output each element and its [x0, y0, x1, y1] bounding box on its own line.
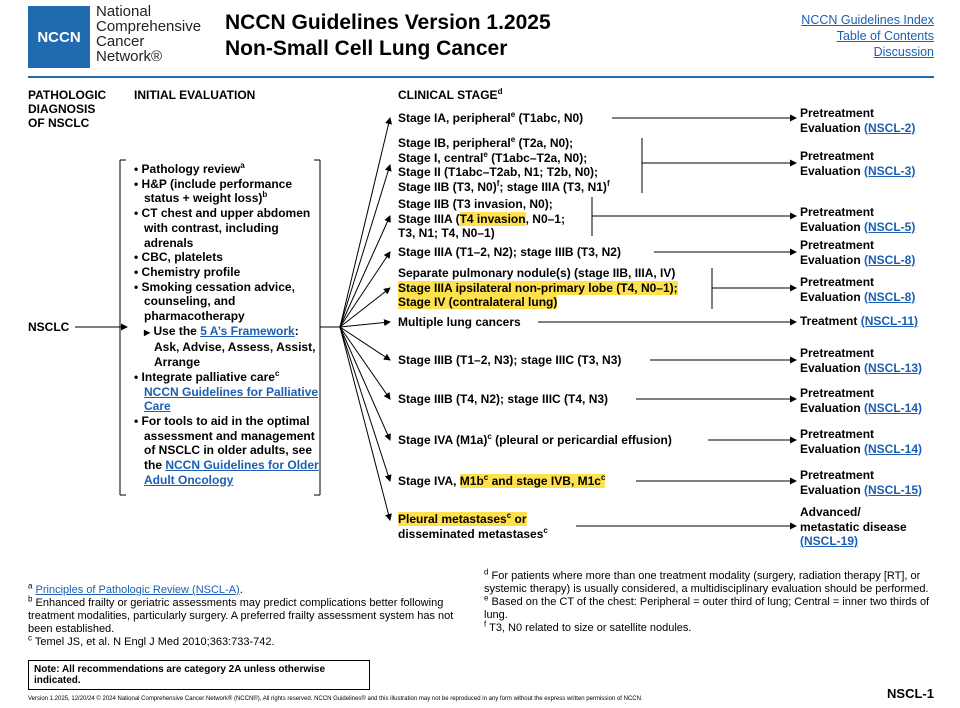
- nsclc-label: NSCLC: [28, 320, 70, 334]
- stage-iiib-n3: Stage IIIB (T1–2, N3); stage IIIC (T3, N3): [398, 353, 622, 367]
- list-item: • H&P (include performance status + weight loss)$^b$: [134, 176, 293, 206]
- outcome-9: Pretreatment Evaluation (NSCL-14): [800, 427, 923, 456]
- list-item: • CT chest and upper abdomen with contrast, including adrenals: [134, 206, 311, 250]
- org-name: National Comprehensive Cancer Network®: [96, 3, 202, 65]
- copyright: Version 1.2025, 12/20/24 © 2024 National Comprehensive Cancer Network® (NCCN®), All rights reserved. NCCN Guidelines® and this illustration may not be reproduced in any form without the express written permission of NCCN.: [28, 696, 643, 702]
- table-of-contents-link[interactable]: Table of Contents: [836, 29, 934, 43]
- stage-nodule-group: Separate pulmonary nodule(s) (stage IIB, IIIA, IV) Stage IIIA ipsilateral non-primary lobe (T4, N0–1); Stage IV (contralateral lung): [398, 266, 678, 310]
- nscl-3-link[interactable]: (NSCL-3): [864, 163, 916, 178]
- footnotes-right: $^d$ For patients where more than one treatment modality (surgery, radiation therapy [RT], or systemic therapy) is usually considered, a multidisciplinary evaluation should be performed. $^e$ Based on the CT of the chest: Peripheral = outer third of lung; Central = inner two thirds of lung. $^f$ T3, N0 related to size or satellite nodules.: [484, 567, 930, 634]
- nscl-14b-link[interactable]: (NSCL-14): [864, 441, 923, 456]
- outcome-4: Pretreatment Evaluation (NSCL-8): [800, 238, 916, 267]
- older-adult-oncology-link[interactable]: NCCN Guidelines for Older Adult Oncology: [144, 458, 319, 487]
- outcome-11: Advanced/ metastatic disease (NSCL-19): [800, 505, 907, 548]
- stage-iiia-t1-2: Stage IIIA (T1–2, N2); stage IIIB (T3, N2): [398, 245, 621, 259]
- list-subitem: ▶ Use the 5 A’s Framework: Ask, Advise, Assess, Assist, Arrange: [144, 323, 316, 370]
- nscl-8b-link[interactable]: (NSCL-8): [864, 289, 916, 304]
- list-item: • CBC, platelets: [134, 250, 223, 265]
- page-title: NCCN Guidelines Version 1.2025 Non-Small Cell Lung Cancer: [225, 11, 551, 60]
- palliative-care-link[interactable]: NCCN Guidelines for Palliative Care: [144, 384, 319, 414]
- list-item: • For tools to aid in the optimal assessment and management of NSCLC in older adults, see the NCCN Guidelines for Older Adult Oncology: [134, 413, 319, 487]
- stage-ib-group: Stage IB, peripheral$^e$ (T2a, N0); Stage I, central$^e$ (T1abc–T2a, N0); Stage II (T1abc–T2ab, N1; T2b, N0); Stage IIB (T3, N0)$^f$; stage IIIA (T3, N1)$^f$: [398, 135, 610, 195]
- nscl-19-link[interactable]: (NSCL-19): [800, 534, 859, 548]
- guidelines-index-link[interactable]: NCCN Guidelines Index: [801, 13, 934, 27]
- outcome-7: Pretreatment Evaluation (NSCL-13): [800, 346, 923, 375]
- list-item: • Pathology review$^a$: [134, 161, 245, 176]
- nscl-15-link[interactable]: (NSCL-15): [864, 482, 923, 497]
- nscl-11-link[interactable]: (NSCL-11): [860, 314, 919, 328]
- outcome-2: Pretreatment Evaluation (NSCL-3): [800, 149, 916, 178]
- nccn-logo: NCCN: [28, 6, 90, 68]
- stage-iib-iiia-group: Stage IIB (T3 invasion, N0); Stage IIIA (T4 invasion, N0–1; T3, N1; T4, N0–1): [398, 197, 565, 241]
- outcome-5: Pretreatment Evaluation (NSCL-8): [800, 275, 916, 304]
- stage-iiib-t4n2: Stage IIIB (T4, N2); stage IIIC (T4, N3): [398, 392, 609, 406]
- category-note: Note: All recommendations are category 2A unless otherwise indicated.: [28, 660, 370, 690]
- footnotes-left: $^a$ Principles of Pathologic Review (NSCL-A). $^b$ Enhanced frailty or geriatric assessments may predict complications better following treatment modalities, particularly surgery. A preferred frailty assessment system has not been established. $^c$ Temel JS, et al. N Engl J Med 2010;363:733-742.: [28, 581, 454, 648]
- outcome-3: Pretreatment Evaluation (NSCL-5): [800, 205, 916, 234]
- five-as-link[interactable]: 5 A’s Framework: [200, 323, 295, 338]
- col-initial-evaluation: INITIAL EVALUATION: [134, 88, 256, 102]
- outcome-1: Pretreatment Evaluation (NSCL-2): [800, 106, 916, 135]
- outcome-8: Pretreatment Evaluation (NSCL-14): [800, 386, 923, 415]
- stage-pleural-metastases: Pleural metastases$^c$ or disseminated metastases$^c$: [398, 511, 548, 541]
- list-item: • Integrate palliative care$^c$ NCCN Guidelines for Palliative Care: [134, 368, 319, 414]
- stage-iva-m1a: Stage IVA $(M1a)^c$ (pleural or pericardial effusion): [398, 432, 672, 447]
- outcome-6: Treatment (NSCL-11): [800, 314, 919, 328]
- list-item: • Chemistry profile: [134, 264, 241, 279]
- col-pathologic-diagnosis: PATHOLOGIC DIAGNOSIS OF NSCLC: [28, 88, 107, 130]
- nscl-13-link[interactable]: (NSCL-13): [864, 360, 923, 375]
- outcome-10: Pretreatment Evaluation (NSCL-15): [800, 468, 923, 497]
- nscl-2-link[interactable]: (NSCL-2): [864, 120, 916, 135]
- nscl-5-link[interactable]: (NSCL-5): [864, 219, 916, 234]
- stage-ia: Stage IA, peripheral$^e$ (T1abc, N0): [398, 110, 584, 125]
- stage-iva-m1b: Stage IVA, $M1b^c$ and stage IVB, $M1c^c$: [398, 473, 606, 488]
- page-id: NSCL-1: [887, 686, 934, 701]
- nscl-8-link[interactable]: (NSCL-8): [864, 252, 916, 267]
- col-clinical-stage: CLINICAL STAGE$^d$: [398, 87, 503, 102]
- list-item: • Smoking cessation advice, counseling, and pharmacotherapy: [134, 279, 295, 324]
- nscl-14-link[interactable]: (NSCL-14): [864, 400, 923, 415]
- stage-multiple: Multiple lung cancers: [398, 315, 521, 329]
- discussion-link[interactable]: Discussion: [873, 45, 934, 59]
- pathologic-review-link[interactable]: Principles of Pathologic Review (NSCL-A): [35, 584, 240, 596]
